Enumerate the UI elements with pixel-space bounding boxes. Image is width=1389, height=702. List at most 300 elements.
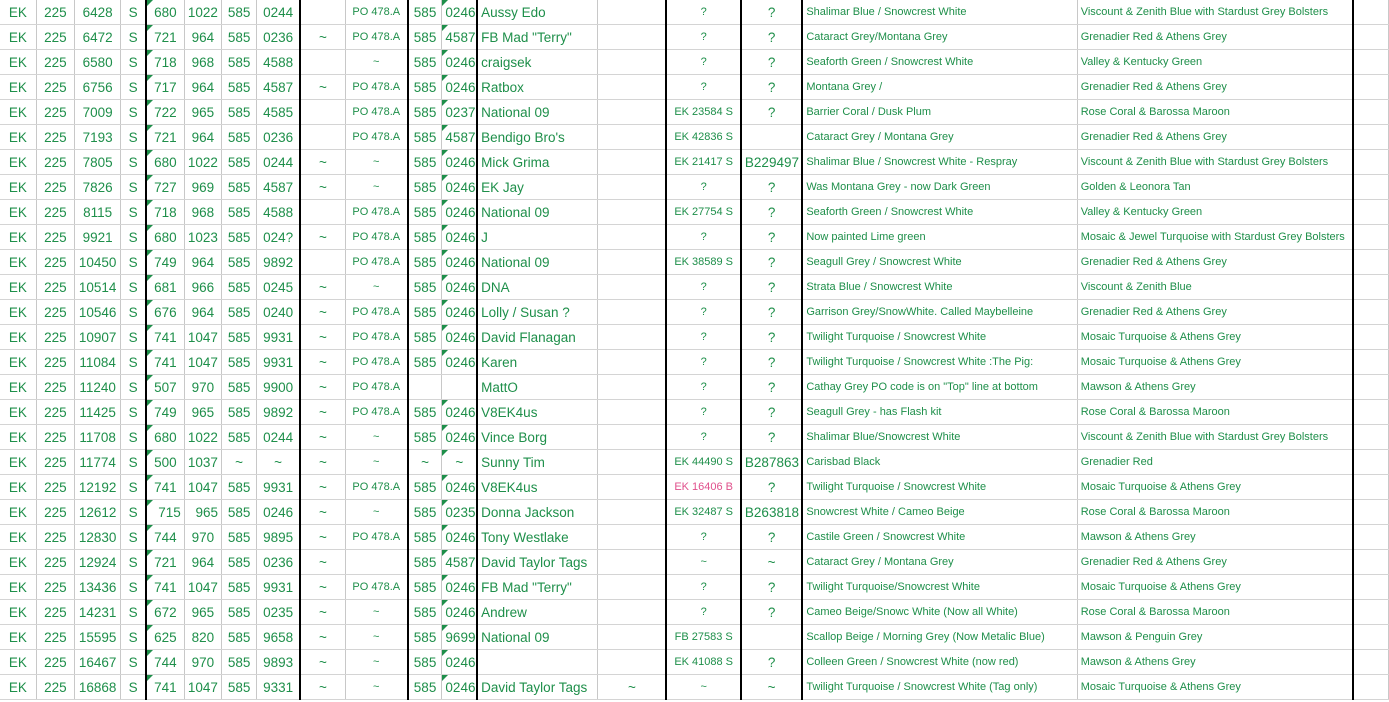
code-b-cell[interactable]: 970 xyxy=(184,525,221,550)
code-b-cell[interactable]: 1023 xyxy=(184,225,221,250)
code-b-cell[interactable]: 964 xyxy=(184,75,221,100)
spare-cell[interactable] xyxy=(1353,225,1388,250)
code-c-cell[interactable]: 9900 xyxy=(257,375,300,400)
owner-cell[interactable]: National 09 xyxy=(477,200,598,225)
spare-cell[interactable] xyxy=(1353,350,1388,375)
ek-ref-cell[interactable]: EK 32487 S xyxy=(666,500,741,525)
prefix-cell[interactable]: 585 xyxy=(221,175,256,200)
prefix-cell[interactable]: 585 xyxy=(221,75,256,100)
spare-cell[interactable] xyxy=(1353,550,1388,575)
ek-ref-cell[interactable]: ? xyxy=(666,225,741,250)
code-d-cell[interactable]: 9699 xyxy=(442,625,477,650)
paint-cell[interactable]: Montana Grey / xyxy=(802,75,1077,100)
mark-cell[interactable]: ~ xyxy=(300,350,345,375)
number-cell[interactable]: 12924 xyxy=(74,550,120,575)
code-b-cell[interactable]: 970 xyxy=(184,375,221,400)
mark-cell[interactable]: ~ xyxy=(300,400,345,425)
code-a-cell[interactable]: 715 xyxy=(146,500,184,525)
spare-cell[interactable] xyxy=(1353,625,1388,650)
owner-cell[interactable]: David Taylor Tags xyxy=(477,675,598,700)
prefix-cell[interactable]: 585 xyxy=(221,325,256,350)
prefix-cell[interactable]: 585 xyxy=(221,150,256,175)
trim-cell[interactable]: Mosaic Turquoise & Athens Grey xyxy=(1077,350,1353,375)
trim-cell[interactable]: Mosaic & Jewel Turquoise with Stardust Grey Bolsters xyxy=(1077,225,1353,250)
code-c-cell[interactable]: 4585 xyxy=(257,100,300,125)
prefix-cell[interactable]: 585 xyxy=(221,400,256,425)
code-d-cell[interactable]: 0246 xyxy=(442,325,477,350)
code-a-cell[interactable]: 681 xyxy=(146,275,184,300)
code-a-cell[interactable]: 680 xyxy=(146,0,184,25)
paint-cell[interactable]: Seagull Grey - has Flash kit xyxy=(802,400,1077,425)
b-ref-cell[interactable]: ? xyxy=(741,25,802,50)
code-a-cell[interactable]: 744 xyxy=(146,525,184,550)
po-cell[interactable]: PO 478.A xyxy=(345,200,407,225)
mark-cell[interactable] xyxy=(300,0,345,25)
note-cell[interactable] xyxy=(598,325,666,350)
series-cell[interactable]: 225 xyxy=(36,600,74,625)
trim-cell[interactable]: Mosaic Turquoise & Athens Grey xyxy=(1077,325,1353,350)
paint-cell[interactable]: Twilight Turquoise / Snowcrest White xyxy=(802,325,1077,350)
paint-cell[interactable]: Seaforth Green / Snowcrest White xyxy=(802,50,1077,75)
type-cell[interactable]: S xyxy=(121,300,146,325)
mark-cell[interactable]: ~ xyxy=(300,650,345,675)
code-b-cell[interactable]: 965 xyxy=(184,100,221,125)
code-c-cell[interactable]: 9931 xyxy=(257,575,300,600)
note-cell[interactable] xyxy=(598,475,666,500)
b-ref-cell[interactable] xyxy=(741,625,802,650)
prefix2-cell[interactable]: 585 xyxy=(408,675,442,700)
code-d-cell[interactable]: 4587 xyxy=(442,125,477,150)
code-b-cell[interactable]: 964 xyxy=(184,300,221,325)
spare-cell[interactable] xyxy=(1353,450,1388,475)
model-cell[interactable]: EK xyxy=(0,175,36,200)
owner-cell[interactable]: Tony Westlake xyxy=(477,525,598,550)
prefix2-cell[interactable]: 585 xyxy=(408,0,442,25)
b-ref-cell[interactable]: ? xyxy=(741,525,802,550)
spare-cell[interactable] xyxy=(1353,375,1388,400)
code-d-cell[interactable]: 0246 xyxy=(442,600,477,625)
note-cell[interactable] xyxy=(598,375,666,400)
series-cell[interactable]: 225 xyxy=(36,450,74,475)
series-cell[interactable]: 225 xyxy=(36,250,74,275)
code-c-cell[interactable]: ~ xyxy=(257,450,300,475)
code-d-cell[interactable]: 0246 xyxy=(442,475,477,500)
ek-ref-cell[interactable]: EK 27754 S xyxy=(666,200,741,225)
number-cell[interactable]: 10450 xyxy=(74,250,120,275)
ek-ref-cell[interactable]: ? xyxy=(666,275,741,300)
code-b-cell[interactable]: 964 xyxy=(184,125,221,150)
type-cell[interactable]: S xyxy=(121,275,146,300)
owner-cell[interactable]: David Taylor Tags xyxy=(477,550,598,575)
code-d-cell[interactable]: 0246 xyxy=(442,75,477,100)
prefix-cell[interactable]: 585 xyxy=(221,550,256,575)
model-cell[interactable]: EK xyxy=(0,275,36,300)
prefix-cell[interactable]: 585 xyxy=(221,0,256,25)
owner-cell[interactable]: MattO xyxy=(477,375,598,400)
note-cell[interactable] xyxy=(598,300,666,325)
model-cell[interactable]: EK xyxy=(0,425,36,450)
mark-cell[interactable]: ~ xyxy=(300,150,345,175)
b-ref-cell[interactable]: ? xyxy=(741,325,802,350)
note-cell[interactable] xyxy=(598,200,666,225)
owner-cell[interactable]: Bendigo Bro's xyxy=(477,125,598,150)
code-a-cell[interactable]: 672 xyxy=(146,600,184,625)
series-cell[interactable]: 225 xyxy=(36,500,74,525)
prefix2-cell[interactable]: 585 xyxy=(408,200,442,225)
model-cell[interactable]: EK xyxy=(0,325,36,350)
note-cell[interactable] xyxy=(598,0,666,25)
series-cell[interactable]: 225 xyxy=(36,0,74,25)
type-cell[interactable]: S xyxy=(121,0,146,25)
po-cell[interactable]: PO 478.A xyxy=(345,250,407,275)
series-cell[interactable]: 225 xyxy=(36,475,74,500)
code-c-cell[interactable]: 024? xyxy=(257,225,300,250)
number-cell[interactable]: 9921 xyxy=(74,225,120,250)
type-cell[interactable]: S xyxy=(121,425,146,450)
model-cell[interactable]: EK xyxy=(0,300,36,325)
ek-ref-cell[interactable]: ? xyxy=(666,525,741,550)
code-d-cell[interactable]: 0246 xyxy=(442,175,477,200)
owner-cell[interactable]: National 09 xyxy=(477,100,598,125)
ek-ref-cell[interactable]: ? xyxy=(666,425,741,450)
model-cell[interactable]: EK xyxy=(0,450,36,475)
paint-cell[interactable]: Shalimar Blue / Snowcrest White - Respray xyxy=(802,150,1077,175)
note-cell[interactable] xyxy=(598,250,666,275)
prefix-cell[interactable]: 585 xyxy=(221,500,256,525)
series-cell[interactable]: 225 xyxy=(36,50,74,75)
ek-ref-cell[interactable]: EK 38589 S xyxy=(666,250,741,275)
note-cell[interactable] xyxy=(598,75,666,100)
po-cell[interactable]: ~ xyxy=(345,650,407,675)
prefix-cell[interactable]: 585 xyxy=(221,50,256,75)
number-cell[interactable]: 7009 xyxy=(74,100,120,125)
model-cell[interactable]: EK xyxy=(0,25,36,50)
model-cell[interactable]: EK xyxy=(0,650,36,675)
type-cell[interactable]: S xyxy=(121,675,146,700)
spare-cell[interactable] xyxy=(1353,250,1388,275)
number-cell[interactable]: 12830 xyxy=(74,525,120,550)
type-cell[interactable]: S xyxy=(121,325,146,350)
prefix2-cell[interactable]: 585 xyxy=(408,325,442,350)
model-cell[interactable]: EK xyxy=(0,200,36,225)
prefix2-cell[interactable]: 585 xyxy=(408,125,442,150)
code-c-cell[interactable]: 0236 xyxy=(257,125,300,150)
mark-cell[interactable]: ~ xyxy=(300,675,345,700)
series-cell[interactable]: 225 xyxy=(36,375,74,400)
ek-ref-cell[interactable]: ? xyxy=(666,50,741,75)
code-b-cell[interactable]: 1022 xyxy=(184,150,221,175)
model-cell[interactable]: EK xyxy=(0,575,36,600)
owner-cell[interactable]: Andrew xyxy=(477,600,598,625)
mark-cell[interactable]: ~ xyxy=(300,275,345,300)
number-cell[interactable]: 10514 xyxy=(74,275,120,300)
prefix-cell[interactable]: 585 xyxy=(221,475,256,500)
note-cell[interactable] xyxy=(598,275,666,300)
code-a-cell[interactable]: 718 xyxy=(146,50,184,75)
code-c-cell[interactable]: 0244 xyxy=(257,0,300,25)
model-cell[interactable]: EK xyxy=(0,375,36,400)
prefix2-cell[interactable]: 585 xyxy=(408,275,442,300)
prefix-cell[interactable]: ~ xyxy=(221,450,256,475)
type-cell[interactable]: S xyxy=(121,175,146,200)
b-ref-cell[interactable]: ? xyxy=(741,250,802,275)
type-cell[interactable]: S xyxy=(121,100,146,125)
owner-cell[interactable]: J xyxy=(477,225,598,250)
mark-cell[interactable]: ~ xyxy=(300,600,345,625)
spare-cell[interactable] xyxy=(1353,125,1388,150)
spare-cell[interactable] xyxy=(1353,75,1388,100)
prefix2-cell[interactable]: 585 xyxy=(408,150,442,175)
code-a-cell[interactable]: 741 xyxy=(146,325,184,350)
model-cell[interactable]: EK xyxy=(0,75,36,100)
ek-ref-cell[interactable]: EK 21417 S xyxy=(666,150,741,175)
series-cell[interactable]: 225 xyxy=(36,75,74,100)
mark-cell[interactable]: ~ xyxy=(300,375,345,400)
code-d-cell[interactable]: 0246 xyxy=(442,525,477,550)
po-cell[interactable]: PO 478.A xyxy=(345,350,407,375)
owner-cell[interactable] xyxy=(477,650,598,675)
spare-cell[interactable] xyxy=(1353,575,1388,600)
po-cell[interactable]: PO 478.A xyxy=(345,25,407,50)
code-b-cell[interactable]: 964 xyxy=(184,250,221,275)
trim-cell[interactable]: Mosaic Turquoise & Athens Grey xyxy=(1077,675,1353,700)
code-d-cell[interactable]: 0246 xyxy=(442,150,477,175)
series-cell[interactable]: 225 xyxy=(36,125,74,150)
code-d-cell[interactable]: 0246 xyxy=(442,650,477,675)
series-cell[interactable]: 225 xyxy=(36,400,74,425)
code-a-cell[interactable]: 727 xyxy=(146,175,184,200)
owner-cell[interactable]: V8EK4us xyxy=(477,475,598,500)
prefix-cell[interactable]: 585 xyxy=(221,225,256,250)
code-b-cell[interactable]: 1022 xyxy=(184,0,221,25)
number-cell[interactable]: 12192 xyxy=(74,475,120,500)
prefix2-cell[interactable]: 585 xyxy=(408,175,442,200)
number-cell[interactable]: 16467 xyxy=(74,650,120,675)
spare-cell[interactable] xyxy=(1353,325,1388,350)
prefix2-cell[interactable]: 585 xyxy=(408,475,442,500)
code-a-cell[interactable]: 741 xyxy=(146,675,184,700)
po-cell[interactable]: PO 478.A xyxy=(345,75,407,100)
type-cell[interactable]: S xyxy=(121,225,146,250)
type-cell[interactable]: S xyxy=(121,525,146,550)
mark-cell[interactable]: ~ xyxy=(300,475,345,500)
owner-cell[interactable]: David Flanagan xyxy=(477,325,598,350)
po-cell[interactable]: PO 478.A xyxy=(345,125,407,150)
model-cell[interactable]: EK xyxy=(0,350,36,375)
spare-cell[interactable] xyxy=(1353,175,1388,200)
note-cell[interactable] xyxy=(598,350,666,375)
spare-cell[interactable] xyxy=(1353,200,1388,225)
prefix-cell[interactable]: 585 xyxy=(221,200,256,225)
owner-cell[interactable]: Vince Borg xyxy=(477,425,598,450)
paint-cell[interactable]: Cameo Beige/Snowc White (Now all White) xyxy=(802,600,1077,625)
code-b-cell[interactable]: 1047 xyxy=(184,325,221,350)
series-cell[interactable]: 225 xyxy=(36,175,74,200)
prefix-cell[interactable]: 585 xyxy=(221,675,256,700)
prefix2-cell[interactable] xyxy=(408,375,442,400)
code-c-cell[interactable]: 0246 xyxy=(257,500,300,525)
model-cell[interactable]: EK xyxy=(0,50,36,75)
spare-cell[interactable] xyxy=(1353,525,1388,550)
ek-ref-cell[interactable]: FB 27583 S xyxy=(666,625,741,650)
b-ref-cell[interactable]: ? xyxy=(741,100,802,125)
po-cell[interactable]: PO 478.A xyxy=(345,325,407,350)
series-cell[interactable]: 225 xyxy=(36,525,74,550)
code-b-cell[interactable]: 1047 xyxy=(184,675,221,700)
prefix2-cell[interactable]: 585 xyxy=(408,650,442,675)
prefix2-cell[interactable]: 585 xyxy=(408,300,442,325)
type-cell[interactable]: S xyxy=(121,650,146,675)
paint-cell[interactable]: Seaforth Green / Snowcrest White xyxy=(802,200,1077,225)
prefix2-cell[interactable]: 585 xyxy=(408,225,442,250)
note-cell[interactable] xyxy=(598,50,666,75)
b-ref-cell[interactable]: ? xyxy=(741,400,802,425)
ek-ref-cell[interactable]: EK 42836 S xyxy=(666,125,741,150)
model-cell[interactable]: EK xyxy=(0,525,36,550)
spare-cell[interactable] xyxy=(1353,400,1388,425)
type-cell[interactable]: S xyxy=(121,600,146,625)
number-cell[interactable]: 11708 xyxy=(74,425,120,450)
code-b-cell[interactable]: 964 xyxy=(184,550,221,575)
po-cell[interactable]: ~ xyxy=(345,425,407,450)
number-cell[interactable]: 11774 xyxy=(74,450,120,475)
mark-cell[interactable]: ~ xyxy=(300,175,345,200)
mark-cell[interactable]: ~ xyxy=(300,25,345,50)
owner-cell[interactable]: FB Mad "Terry" xyxy=(477,25,598,50)
code-a-cell[interactable]: 680 xyxy=(146,150,184,175)
code-d-cell[interactable]: 0246 xyxy=(442,50,477,75)
b-ref-cell[interactable]: ? xyxy=(741,600,802,625)
po-cell[interactable]: PO 478.A xyxy=(345,100,407,125)
b-ref-cell[interactable]: ? xyxy=(741,0,802,25)
mark-cell[interactable] xyxy=(300,100,345,125)
code-c-cell[interactable]: 4587 xyxy=(257,175,300,200)
trim-cell[interactable]: Viscount & Zenith Blue with Stardust Grey Bolsters xyxy=(1077,425,1353,450)
prefix-cell[interactable]: 585 xyxy=(221,375,256,400)
owner-cell[interactable]: EK Jay xyxy=(477,175,598,200)
code-b-cell[interactable]: 968 xyxy=(184,50,221,75)
spare-cell[interactable] xyxy=(1353,150,1388,175)
po-cell[interactable]: ~ xyxy=(345,50,407,75)
code-c-cell[interactable]: 4588 xyxy=(257,50,300,75)
paint-cell[interactable]: Garrison Grey/SnowWhite. Called Maybelleine xyxy=(802,300,1077,325)
prefix-cell[interactable]: 585 xyxy=(221,25,256,50)
prefix-cell[interactable]: 585 xyxy=(221,525,256,550)
ek-ref-cell[interactable]: ? xyxy=(666,175,741,200)
owner-cell[interactable]: V8EK4us xyxy=(477,400,598,425)
paint-cell[interactable]: Carisbad Black xyxy=(802,450,1077,475)
number-cell[interactable]: 13436 xyxy=(74,575,120,600)
owner-cell[interactable]: Lolly / Susan ? xyxy=(477,300,598,325)
mark-cell[interactable]: ~ xyxy=(300,500,345,525)
number-cell[interactable]: 10907 xyxy=(74,325,120,350)
prefix-cell[interactable]: 585 xyxy=(221,275,256,300)
paint-cell[interactable]: Seagull Grey / Snowcrest White xyxy=(802,250,1077,275)
code-d-cell[interactable]: ~ xyxy=(442,450,477,475)
po-cell[interactable]: ~ xyxy=(345,150,407,175)
paint-cell[interactable]: Was Montana Grey - now Dark Green xyxy=(802,175,1077,200)
mark-cell[interactable]: ~ xyxy=(300,75,345,100)
series-cell[interactable]: 225 xyxy=(36,425,74,450)
code-d-cell[interactable]: 0246 xyxy=(442,0,477,25)
b-ref-cell[interactable]: ? xyxy=(741,575,802,600)
mark-cell[interactable]: ~ xyxy=(300,450,345,475)
series-cell[interactable]: 225 xyxy=(36,200,74,225)
code-c-cell[interactable]: 0240 xyxy=(257,300,300,325)
number-cell[interactable]: 16868 xyxy=(74,675,120,700)
spare-cell[interactable] xyxy=(1353,600,1388,625)
type-cell[interactable]: S xyxy=(121,450,146,475)
model-cell[interactable]: EK xyxy=(0,125,36,150)
number-cell[interactable]: 11240 xyxy=(74,375,120,400)
prefix2-cell[interactable]: 585 xyxy=(408,525,442,550)
code-c-cell[interactable]: 0244 xyxy=(257,150,300,175)
code-c-cell[interactable]: 9931 xyxy=(257,350,300,375)
prefix-cell[interactable]: 585 xyxy=(221,300,256,325)
type-cell[interactable]: S xyxy=(121,475,146,500)
note-cell[interactable] xyxy=(598,575,666,600)
note-cell[interactable] xyxy=(598,650,666,675)
spare-cell[interactable] xyxy=(1353,275,1388,300)
mark-cell[interactable]: ~ xyxy=(300,525,345,550)
b-ref-cell[interactable]: ? xyxy=(741,425,802,450)
spare-cell[interactable] xyxy=(1353,475,1388,500)
code-d-cell[interactable]: 0237 xyxy=(442,100,477,125)
prefix2-cell[interactable]: 585 xyxy=(408,400,442,425)
trim-cell[interactable]: Golden & Leonora Tan xyxy=(1077,175,1353,200)
prefix-cell[interactable]: 585 xyxy=(221,650,256,675)
series-cell[interactable]: 225 xyxy=(36,350,74,375)
number-cell[interactable]: 15595 xyxy=(74,625,120,650)
mark-cell[interactable]: ~ xyxy=(300,575,345,600)
trim-cell[interactable]: Rose Coral & Barossa Maroon xyxy=(1077,100,1353,125)
trim-cell[interactable]: Mawson & Athens Grey xyxy=(1077,650,1353,675)
po-cell[interactable]: PO 478.A xyxy=(345,575,407,600)
trim-cell[interactable]: Rose Coral & Barossa Maroon xyxy=(1077,400,1353,425)
spare-cell[interactable] xyxy=(1353,0,1388,25)
trim-cell[interactable]: Viscount & Zenith Blue with Stardust Grey Bolsters xyxy=(1077,0,1353,25)
prefix-cell[interactable]: 585 xyxy=(221,125,256,150)
code-b-cell[interactable]: 969 xyxy=(184,175,221,200)
paint-cell[interactable]: Cathay Grey PO code is on "Top" line at bottom xyxy=(802,375,1077,400)
note-cell[interactable] xyxy=(598,25,666,50)
b-ref-cell[interactable]: ? xyxy=(741,175,802,200)
b-ref-cell[interactable] xyxy=(741,125,802,150)
owner-cell[interactable]: Mick Grima xyxy=(477,150,598,175)
code-b-cell[interactable]: 820 xyxy=(184,625,221,650)
mark-cell[interactable] xyxy=(300,50,345,75)
trim-cell[interactable]: Rose Coral & Barossa Maroon xyxy=(1077,500,1353,525)
paint-cell[interactable]: Cataract Grey / Montana Grey xyxy=(802,550,1077,575)
note-cell[interactable] xyxy=(598,500,666,525)
series-cell[interactable]: 225 xyxy=(36,150,74,175)
paint-cell[interactable]: Cataract Grey / Montana Grey xyxy=(802,125,1077,150)
number-cell[interactable]: 14231 xyxy=(74,600,120,625)
ek-ref-cell[interactable]: ? xyxy=(666,25,741,50)
series-cell[interactable]: 225 xyxy=(36,650,74,675)
trim-cell[interactable]: Mosaic Turquoise & Athens Grey xyxy=(1077,475,1353,500)
note-cell[interactable] xyxy=(598,150,666,175)
po-cell[interactable]: PO 478.A xyxy=(345,0,407,25)
note-cell[interactable] xyxy=(598,550,666,575)
ek-ref-cell[interactable]: ? xyxy=(666,375,741,400)
trim-cell[interactable]: Valley & Kentucky Green xyxy=(1077,200,1353,225)
model-cell[interactable]: EK xyxy=(0,0,36,25)
paint-cell[interactable]: Barrier Coral / Dusk Plum xyxy=(802,100,1077,125)
type-cell[interactable]: S xyxy=(121,25,146,50)
number-cell[interactable]: 10546 xyxy=(74,300,120,325)
code-b-cell[interactable]: 966 xyxy=(184,275,221,300)
